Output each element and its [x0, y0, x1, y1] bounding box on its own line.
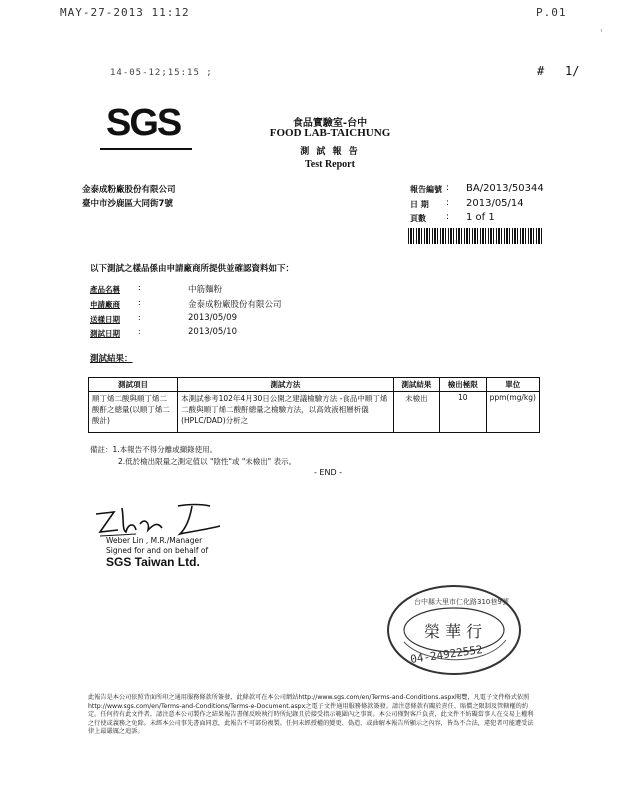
test-date-label: 測試日期	[90, 329, 120, 338]
note-1: 備註：1.本報告不得分離或擷錄使用。	[90, 445, 218, 454]
results-title: 測試結果：	[90, 354, 133, 364]
col-header-result: 測試結果	[393, 378, 439, 392]
report-date-colon: :	[446, 198, 450, 208]
signature-graphic	[92, 500, 232, 540]
end-mark: - END -	[314, 468, 343, 477]
applicant-label: 申請廠商	[90, 300, 120, 309]
results-table	[88, 377, 540, 433]
cell-method: 本測試參考102年4月30日公開之建議檢驗方法 -食品中順丁烯二酸與順丁烯二酸酐總量之檢驗方法，以高效液相層析儀(HPLC/DAD)分析之	[178, 392, 394, 433]
col-header-method: 測試方法	[178, 378, 394, 392]
fax-timestamp: MAY-27-2013 11:12	[60, 6, 190, 19]
sample-statement: 以下測試之樣品係由申請廠商所提供並確認資料如下：	[90, 264, 295, 274]
col-header-unit: 單位	[486, 378, 539, 392]
report-title-en: Test Report	[305, 159, 355, 170]
product-name-value: 中筋麵粉	[188, 285, 223, 295]
stamp-name: 榮 華 行	[424, 622, 483, 641]
logo-underline	[100, 148, 192, 150]
product-name-colon: :	[138, 283, 141, 292]
client-address: 臺中市沙鹿區大同街7號	[82, 199, 173, 209]
note-2: 2.低於檢出限量之測定值以 "陰性"或 "未檢出" 表示。	[118, 457, 297, 466]
cell-result: 未檢出	[393, 392, 439, 433]
lab-title-zh: 食品實驗室-台中	[292, 118, 368, 129]
page-count-colon: :	[446, 212, 450, 222]
test-date-value: 2013/05/10	[188, 327, 237, 337]
col-header-limit: 檢出極限	[440, 378, 487, 392]
table-row	[89, 392, 540, 433]
test-date-colon: :	[138, 327, 141, 336]
applicant-value: 金泰成粉廠股份有限公司	[188, 300, 282, 310]
scan-corner-mark: '	[600, 28, 603, 39]
stamp-phone: 04-24922552	[409, 642, 484, 667]
fax-hash: #	[537, 64, 545, 78]
footer-legal-text: 此報告是本公司依照背面所印之通用服務條款所簽發，此條款可在本公司網站http://www.sgs.com/en/Terms-and-Conditions.aspx閱覽，凡電子文件格式依照http://www.sgs.com/en/Terms-and-Conditions/Terms-e-Document.aspx之電子文件通用服務條款簽發。請注意條款有關於責任、賠償之限制及管轄權的約定。任何持有此文件者，請注意本公司製作之結果報告書僅反映執行時所紀錄且於接受指示範圍內之事實。本公司僅對客戶負責，此文件不妨礙當事人在交易上權利之行使或義務之免除。未經本公司事先書面同意，此報告不可部份複製。任何未經授權的變更、偽造、或曲解本報告所顯示之內容，皆為不合法，違犯者可能遭受法律上最嚴厲之追訴。	[88, 694, 534, 735]
signer-company: SGS Taiwan Ltd.	[106, 555, 200, 569]
sample-date-label: 送樣日期	[90, 315, 120, 324]
report-no-value: BA/2013/50344	[466, 183, 544, 194]
report-date-label: 日 期	[410, 200, 429, 209]
report-no-colon: :	[446, 183, 450, 193]
table-header-row	[89, 378, 540, 392]
cell-item: 順丁烯二酸與順丁烯二酸酐之總量(以順丁烯二酸計)	[89, 392, 178, 433]
stamp-address: 台中縣大里市仁化路310巷9號	[414, 598, 509, 606]
signed-for-text: Signed for and on behalf of	[106, 546, 209, 555]
applicant-colon: :	[138, 298, 141, 307]
cell-unit: ppm(mg/kg)	[486, 392, 539, 433]
product-name-label: 產品名稱	[90, 285, 120, 294]
client-name: 金泰成粉廠股份有限公司	[82, 185, 176, 195]
fax-transmit-line: 14-05-12;15:15 ;	[110, 68, 213, 78]
page-count-label: 頁數	[410, 214, 426, 223]
report-title-zh: 測 試 報 告	[300, 147, 360, 157]
lab-title-en: FOOD LAB-TAICHUNG	[269, 127, 391, 139]
col-header-item: 測試項目	[89, 378, 178, 392]
report-no-label: 報告編號	[410, 185, 442, 194]
page-count-value: 1 of 1	[466, 212, 495, 223]
sgs-logo: SGS	[106, 102, 181, 144]
cell-limit: 10	[440, 392, 487, 433]
fax-page: P.01	[536, 6, 567, 19]
sample-date-colon: :	[138, 313, 141, 322]
barcode	[408, 228, 544, 244]
sample-date-value: 2013/05/09	[188, 313, 237, 323]
signer-name-title: Weber Lin , M.R./Manager	[106, 536, 203, 545]
report-date-value: 2013/05/14	[466, 198, 524, 209]
fax-hash-page: 1/	[565, 64, 580, 78]
